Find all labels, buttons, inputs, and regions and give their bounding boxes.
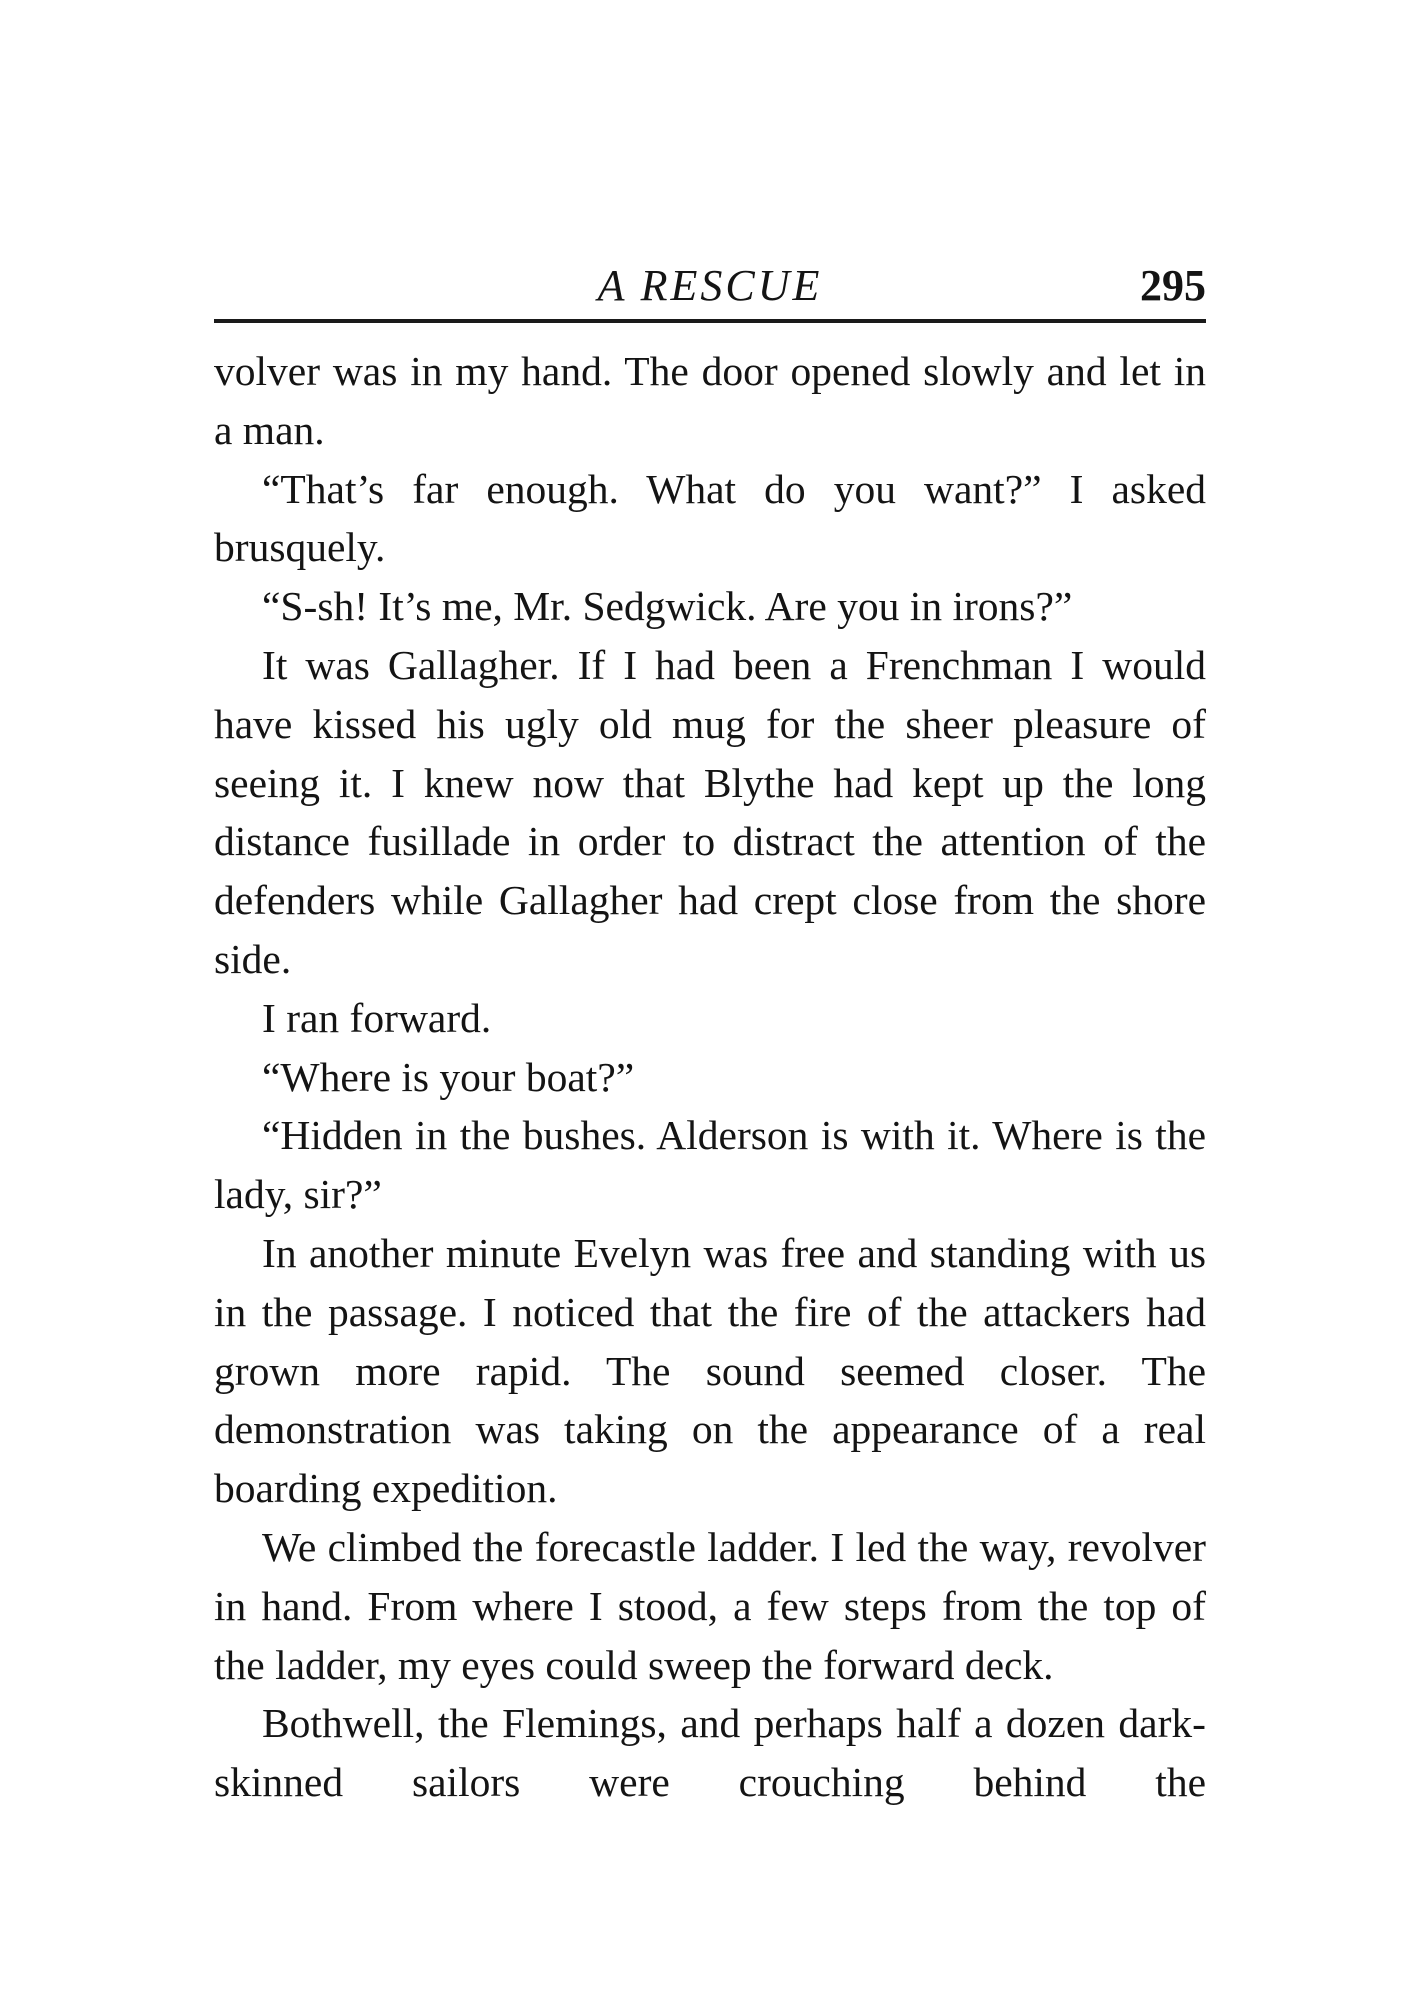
running-head xyxy=(214,258,1206,318)
paragraph: volver was in my hand. The door opened slowly and let in a man. xyxy=(214,348,1206,453)
body-text xyxy=(214,342,1206,1812)
paragraph: It was Gallagher. If I had been a Frenchman I would have kissed his ugly old mug for the sheer pleasure of seeing it. I knew now that Blythe had kept up the long distance fusillade in order to distract the attention of the defenders while Gallagher had crept close from the shore side. xyxy=(214,641,1206,982)
paragraph: Bothwell, the Flemings, and perhaps half a dozen dark-skinned sailors were crouching behind the xyxy=(214,1700,1206,1806)
paragraph: “S-sh! It’s me, Mr. Sedgwick. Are you in irons?” xyxy=(262,583,1073,630)
paragraph: In another minute Evelyn was free and standing with us in the passage. I noticed that the fire of the attackers had grown more rapid. The sound seemed closer. The demonstration was taking on the appearance of a real boarding expedition. xyxy=(214,1229,1206,1512)
page-number: 295 xyxy=(1140,261,1206,310)
running-title: A RESCUE xyxy=(597,261,823,310)
paragraph: We climbed the forecastle ladder. I led the way, revolver in hand. From where I stood, a few steps from the top of the ladder, my eyes could sweep the forward deck. xyxy=(214,1523,1206,1688)
book-page xyxy=(214,258,1206,1806)
paragraph: I ran forward. xyxy=(262,994,492,1041)
paragraph: “That’s far enough. What do you want?” I asked brusquely. xyxy=(214,465,1206,571)
paragraph: “Where is your boat?” xyxy=(262,1053,635,1100)
paragraph: “Hidden in the bushes. Alderson is with it. Where is the lady, sir?” xyxy=(214,1112,1206,1218)
header-rule xyxy=(214,319,1206,323)
